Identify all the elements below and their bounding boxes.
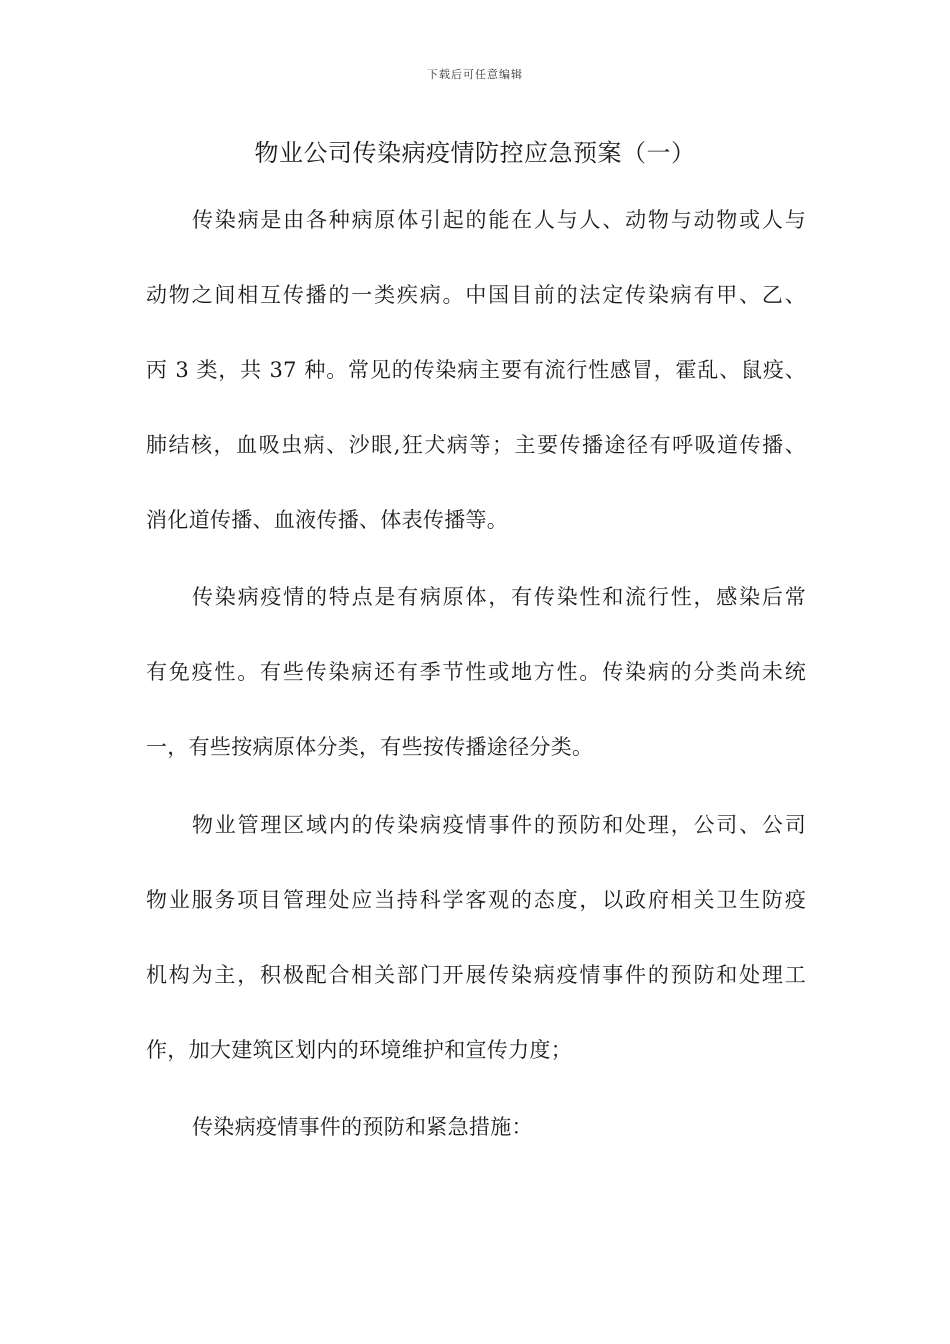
paragraph-1-line-3: 丙 3 类，共 37 种。常见的传染病主要有流行性感冒，霍乱、鼠疫、 bbox=[146, 358, 806, 382]
paragraph-1-line-5: 消化道传播、血液传播、体表传播等。 bbox=[146, 508, 509, 532]
paragraph-2-line-3: 一，有些按病原体分类，有些按传播途径分类。 bbox=[146, 735, 594, 759]
paragraph-1-line-1: 传染病是由各种病原体引起的能在人与人、动物与动物或人与 bbox=[192, 208, 806, 232]
paragraph-2-line-1: 传染病疫情的特点是有病原体，有传染性和流行性，感染后常 bbox=[192, 585, 806, 609]
paragraph-3-line-1: 物业管理区域内的传染病疫情事件的预防和处理，公司、公司 bbox=[192, 813, 806, 837]
paragraph-3-line-2: 物业服务项目管理处应当持科学客观的态度，以政府相关卫生防疫 bbox=[146, 888, 806, 912]
document-title: 物业公司传染病疫情防控应急预案（一） bbox=[254, 139, 696, 167]
paragraph-3-line-4: 作，加大建筑区划内的环境维护和宣传力度； bbox=[146, 1038, 572, 1062]
paragraph-1-line-4: 肺结核，血吸虫病、沙眼,狂犬病等；主要传播途径有呼吸道传播、 bbox=[146, 433, 806, 457]
page-header-note: 下载后可任意编辑 bbox=[427, 68, 523, 81]
paragraph-2-line-2: 有免疫性。有些传染病还有季节性或地方性。传染病的分类尚未统 bbox=[146, 660, 806, 684]
paragraph-1-line-2: 动物之间相互传播的一类疾病。中国目前的法定传染病有甲、乙、 bbox=[146, 283, 806, 307]
paragraph-4-line-1: 传染病疫情事件的预防和紧急措施： bbox=[192, 1115, 533, 1139]
paragraph-3-line-3: 机构为主，积极配合相关部门开展传染病疫情事件的预防和处理工 bbox=[146, 963, 806, 987]
